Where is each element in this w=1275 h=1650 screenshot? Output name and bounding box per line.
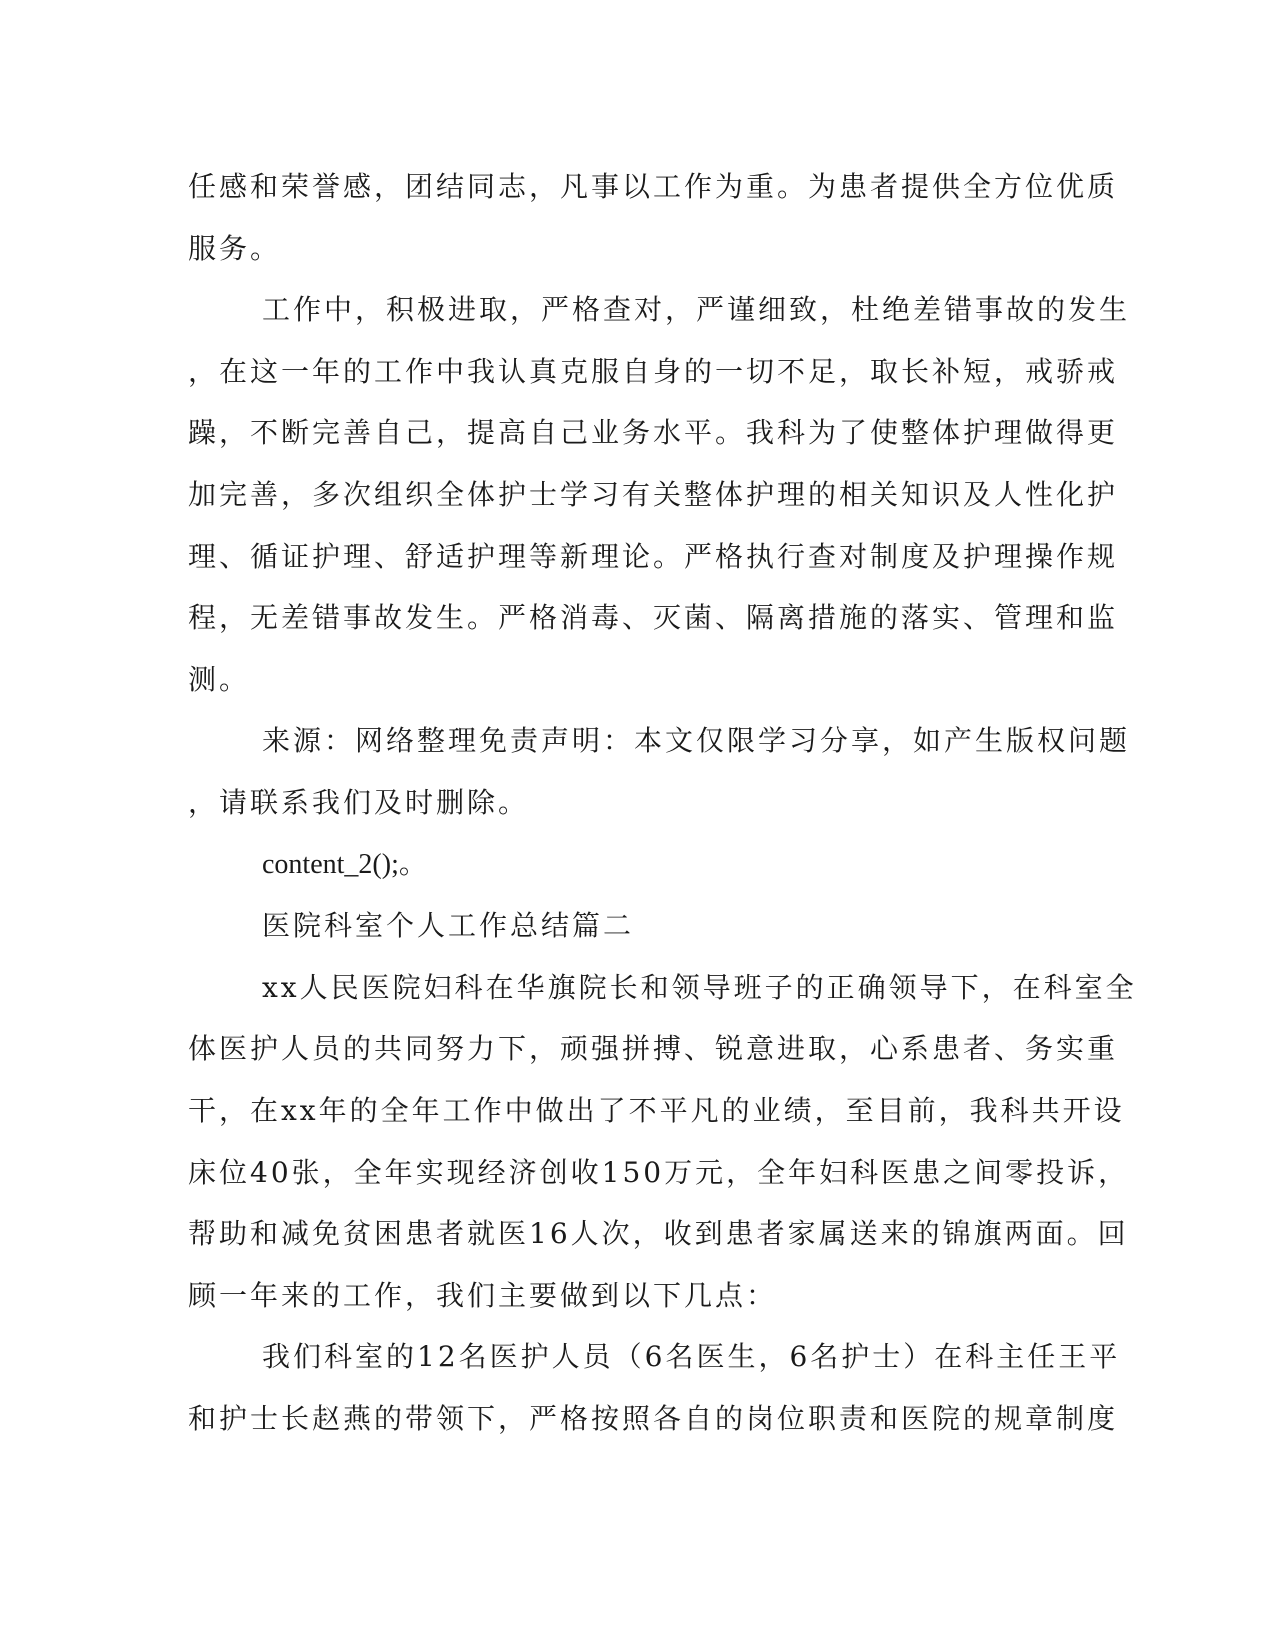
document-body [188,156,1137,1449]
text-line: 帮助和减免贫困患者就医16人次，收到患者家属送来的锦旗两面。回 [188,1217,1129,1251]
text-line: xx人民医院妇科在华旗院长和领导班子的正确领导下，在科室全 [262,970,1137,1004]
section-heading: 医院科室个人工作总结篇二 [262,909,635,943]
text-line: 干，在xx年的全年工作中做出了不平凡的业绩，至目前，我科共开设 [188,1093,1125,1127]
text-line: 程，无差错事故发生。严格消毒、灭菌、隔离措施的落实、管理和监 [188,601,1119,635]
text-line: 躁，不断完善自己，提高自己业务水平。我科为了使整体护理做得更 [188,416,1119,450]
text-line: 测。 [188,662,251,696]
text-line: 加完善，多次组织全体护士学习有关整体护理的相关知识及人性化护 [188,477,1119,511]
text-line: 理、循证护理、舒适护理等新理论。严格执行查对制度及护理操作规 [188,539,1119,573]
text-line: ，在这一年的工作中我认真克服自身的一切不足，取长补短，戒骄戒 [188,354,1119,388]
text-line: 服务。 [188,231,282,265]
text-line: 顾一年来的工作，我们主要做到以下几点： [188,1278,778,1312]
text-line: 工作中，积极进取，严格查对，严谨细致，杜绝差错事故的发生 [262,293,1131,327]
text-line: 任感和荣誉感，团结同志，凡事以工作为重。为患者提供全方位优质 [188,170,1119,203]
text-line: 我们科室的12名医护人员（6名医生，6名护士）在科主任王平 [262,1340,1121,1374]
text-line: 和护士长赵燕的带领下，严格按照各自的岗位职责和医院的规章制度 [188,1401,1119,1435]
text-line: 床位40张，全年实现经济创收150万元，全年妇科医患之间零投诉， [188,1155,1130,1189]
text-line: 体医护人员的共同努力下，顽强拼搏、锐意进取，心系患者、务实重 [188,1032,1119,1066]
disclaimer-line: ，请联系我们及时删除。 [188,785,530,819]
code-line: content_2();。 [262,848,427,880]
disclaimer-line: 来源：网络整理免责声明：本文仅限学习分享，如产生版权问题 [262,724,1131,758]
